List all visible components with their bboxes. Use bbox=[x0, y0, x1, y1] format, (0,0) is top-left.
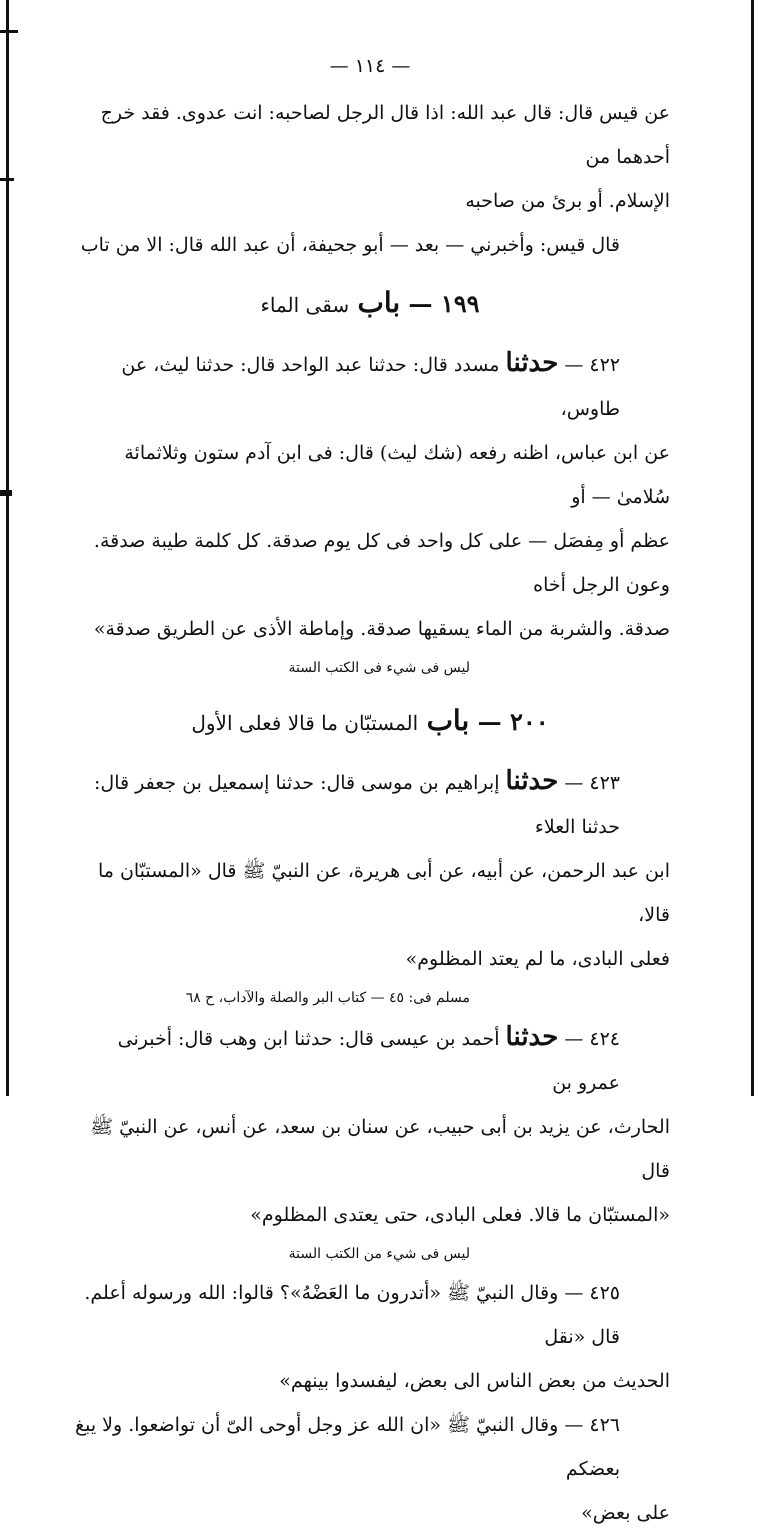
text-line: على بعض» bbox=[581, 1502, 670, 1524]
text-line: قال قيس: وأخبرني — بعد — أبو جحيفة، أن عبد الله قال: الا من تاب bbox=[80, 234, 620, 256]
hadith-number: ٤٢٣ — bbox=[564, 772, 620, 794]
chapter-heading-199 bbox=[70, 273, 670, 335]
margin-mark bbox=[0, 178, 14, 181]
chapter-number: ١٩٩ — bbox=[408, 289, 480, 318]
hadith-422-first-line bbox=[70, 341, 670, 431]
text-line: ٤٢٦ — وقال النبيّ ﷺ «ان الله عز وجل أوحى الىّ أن تواضعوا. ولا يبغ بعضكم bbox=[74, 1414, 620, 1480]
hadith-423-first-line bbox=[70, 759, 670, 849]
hadith-number: ٤٢٢ — bbox=[564, 354, 620, 376]
margin-mark bbox=[0, 30, 18, 33]
text-line: ٤٢٥ — وقال النبيّ ﷺ «أتدرون ما العَضْهُ»؟ قالوا: الله ورسوله أعلم. قال «نقل bbox=[84, 1282, 620, 1348]
page-edge-left bbox=[6, 0, 9, 1096]
chapter-title: المستبّان ما قالا فعلى الأول bbox=[191, 711, 419, 735]
chapter-bab: باب bbox=[426, 704, 470, 737]
text-line: فعلى البادى، ما لم يعتد المظلوم» bbox=[405, 948, 670, 970]
chapter-number: ٢٠٠ — bbox=[477, 707, 549, 736]
page-edge-right bbox=[751, 0, 754, 1096]
chapter-heading-200 bbox=[70, 691, 670, 753]
haddathana-mark: حدثنا bbox=[505, 348, 559, 378]
hadith-text: أحمد بن عيسى قال: حدثنا ابن وهب قال: أخبرنى عمرو بن bbox=[117, 1028, 620, 1094]
text-line: الإسلام. أو برئ من صاحبه bbox=[465, 190, 670, 212]
source-note: ليس فى شيء من الكتب الستة bbox=[288, 1246, 470, 1262]
page-number: — ١١٤ — bbox=[329, 55, 411, 77]
document-page bbox=[70, 55, 670, 1535]
text-line: الحارث، عن يزيد بن أبى حبيب، عن سنان بن سعد، عن أنس، عن النبيّ ﷺ قال bbox=[90, 1116, 670, 1182]
chapter-title: سقى الماء bbox=[260, 293, 350, 317]
text-line: «المستبّان ما قالا. فعلى البادى، حتى يعتدى المظلوم» bbox=[250, 1204, 670, 1226]
text-line: الحديث من بعض الناس الى بعض، ليفسدوا بينهم» bbox=[279, 1370, 670, 1392]
hadith-424-first-line bbox=[70, 1015, 670, 1105]
haddathana-mark: حدثنا bbox=[505, 1022, 559, 1052]
chapter-bab: باب bbox=[357, 286, 401, 319]
text-line: عن قيس قال: قال عبد الله: اذا قال الرجل لصاحبه: انت عدوى. فقد خرج أحدهما من bbox=[100, 102, 670, 168]
hadith-text: مسدد قال: حدثنا عبد الواحد قال: حدثنا ليث، عن طاوس، bbox=[121, 354, 620, 420]
margin-mark bbox=[0, 490, 12, 496]
text-line: صدقة. والشربة من الماء يسقيها صدقة. وإماطة الأذى عن الطريق صدقة» bbox=[93, 618, 670, 640]
haddathana-mark: حدثنا bbox=[505, 766, 559, 796]
hadith-number: ٤٢٤ — bbox=[564, 1028, 620, 1050]
text-line: عن ابن عباس، اظنه رفعه (شك ليث) قال: فى ابن آدم ستون وثلاثمائة سُلامىٰ — أو bbox=[124, 442, 670, 508]
hadith-text: إبراهيم بن موسى قال: حدثنا إسمعيل بن جعفر قال: حدثنا العلاء bbox=[94, 772, 620, 838]
source-note: ليس فى شيء فى الكتب الستة bbox=[288, 660, 470, 676]
source-note: مسلم فى: ٤٥ — كتاب البر والصلة والآداب، ح ٦٨ bbox=[185, 990, 470, 1006]
text-line: عظم أو مِفصَل — على كل واحد فى كل يوم صدقة. كل كلمة طيبة صدقة. وعون الرجل أخاه bbox=[93, 530, 670, 596]
text-line: ابن عبد الرحمن، عن أبيه، عن أبى هريرة، عن النبيّ ﷺ قال «المستبّان ما قالا، bbox=[97, 860, 670, 926]
